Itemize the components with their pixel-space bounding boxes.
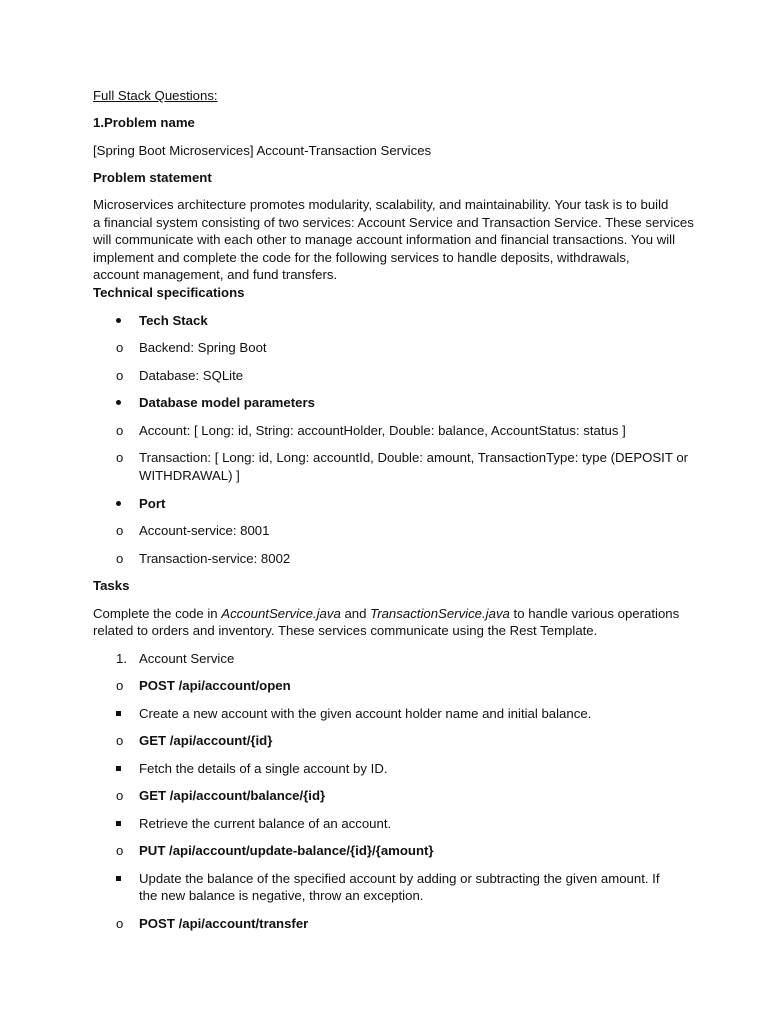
problem-name: [Spring Boot Microservices] Account-Transaction Services	[93, 143, 432, 158]
document-heading: Full Stack Questions:	[93, 88, 218, 103]
tech-spec-label: Technical specifications	[93, 285, 245, 300]
circle-bullet-icon: o	[116, 733, 124, 748]
tasks-intro-text: to handle various operations	[509, 606, 680, 621]
problem-statement-label: Problem statement	[93, 170, 212, 185]
circle-bullet-icon: o	[116, 916, 124, 931]
transaction-service-filename: TransactionService.java	[370, 606, 510, 621]
transaction-model-line2: WITHDRAWAL) ]	[139, 468, 240, 483]
db-model-label: Database model parameters	[139, 395, 315, 410]
endpoint-description: Retrieve the current balance of an account.	[139, 816, 392, 831]
backend-item: Backend: Spring Boot	[139, 340, 267, 355]
bullet-dot-icon	[116, 501, 121, 506]
port-label: Port	[139, 496, 166, 511]
circle-bullet-icon: o	[116, 423, 124, 438]
endpoint-description: Create a new account with the given account holder name and initial balance.	[139, 706, 592, 721]
account-port: Account-service: 8001	[139, 523, 270, 538]
square-bullet-icon	[116, 821, 121, 826]
statement-line: account management, and fund transfers.	[93, 267, 338, 282]
circle-bullet-icon: o	[116, 551, 124, 566]
bullet-dot-icon	[116, 318, 121, 323]
endpoint-description-cont: the new balance is negative, throw an exception.	[139, 888, 424, 903]
tasks-intro-text: and	[340, 606, 371, 621]
square-bullet-icon	[116, 876, 121, 881]
statement-line: a financial system consisting of two services: Account Service and Transaction Service. These services	[93, 215, 694, 230]
list-number: 1.	[116, 651, 127, 666]
square-bullet-icon	[116, 766, 121, 771]
endpoint-description: Fetch the details of a single account by ID.	[139, 761, 388, 776]
circle-bullet-icon: o	[116, 678, 124, 693]
statement-line: Microservices architecture promotes modularity, scalability, and maintainability. Your task is to build	[93, 197, 669, 212]
tasks-intro-line1	[93, 605, 679, 623]
circle-bullet-icon: o	[116, 788, 124, 803]
endpoint-route: POST /api/account/open	[139, 678, 291, 693]
bullet-dot-icon	[116, 400, 121, 405]
endpoint-description: Update the balance of the specified account by adding or subtracting the given amount. If	[139, 871, 660, 886]
tasks-intro-line2: related to orders and inventory. These services communicate using the Rest Template.	[93, 623, 598, 638]
endpoint-route: GET /api/account/{id}	[139, 733, 273, 748]
database-item: Database: SQLite	[139, 368, 244, 383]
circle-bullet-icon: o	[116, 523, 124, 538]
circle-bullet-icon: o	[116, 368, 124, 383]
transaction-model-line1: Transaction: [ Long: id, Long: accountId, Double: amount, TransactionType: type (DEPOSIT or	[139, 450, 689, 465]
square-bullet-icon	[116, 711, 121, 716]
account-model: Account: [ Long: id, String: accountHolder, Double: balance, AccountStatus: status ]	[139, 423, 626, 438]
statement-line: will communicate with each other to manage account information and financial transactions. You will	[93, 232, 676, 247]
endpoint-route: POST /api/account/transfer	[139, 916, 309, 931]
circle-bullet-icon: o	[116, 340, 124, 355]
circle-bullet-icon: o	[116, 450, 124, 465]
tech-stack-label: Tech Stack	[139, 313, 208, 328]
circle-bullet-icon: o	[116, 843, 124, 858]
endpoint-route: GET /api/account/balance/{id}	[139, 788, 326, 803]
account-service-label: Account Service	[139, 651, 235, 666]
problem-name-label: 1.Problem name	[93, 115, 195, 130]
tasks-intro-text: Complete the code in	[93, 606, 222, 621]
endpoint-route: PUT /api/account/update-balance/{id}/{amount}	[139, 843, 434, 858]
tasks-label: Tasks	[93, 578, 130, 593]
account-service-filename: AccountService.java	[221, 606, 341, 621]
transaction-port: Transaction-service: 8002	[139, 551, 291, 566]
statement-line: implement and complete the code for the following services to handle deposits, withdrawals,	[93, 250, 630, 265]
